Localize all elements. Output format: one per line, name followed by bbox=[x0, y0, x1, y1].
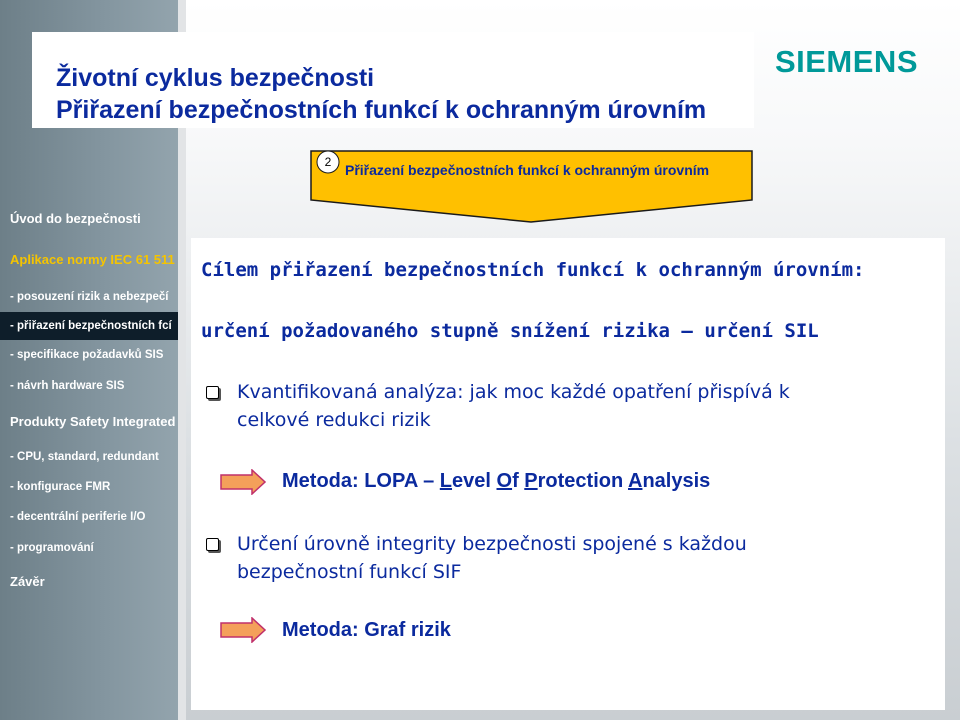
sidebar-item-aplikace-normy[interactable]: Aplikace normy IEC 61 511 bbox=[10, 252, 175, 267]
checkbox-bullet-icon bbox=[206, 386, 219, 399]
step-banner-label: Přiřazení bezpečnostních funkcí k ochranným úrovním bbox=[345, 162, 710, 178]
arrow-right-icon bbox=[220, 617, 266, 643]
step-banner bbox=[310, 148, 753, 224]
method-lopa bbox=[282, 470, 710, 493]
sidebar-item-posouzeni-rizik[interactable]: - posouzení rizik a nebezpečí bbox=[10, 291, 169, 303]
sidebar-item-konfigurace-fmr[interactable]: - konfigurace FMR bbox=[10, 481, 111, 493]
sidebar-item-cpu[interactable]: - CPU, standard, redundant bbox=[10, 451, 159, 463]
method-lopa-o: O bbox=[496, 470, 513, 492]
method-lopa-nalysis: nalysis bbox=[642, 470, 711, 492]
page-title: Životní cyklus bezpečnosti bbox=[56, 64, 375, 92]
goal-statement: určení požadovaného stupně snížení rizika – určení SIL bbox=[201, 320, 819, 342]
goal-heading: Cílem přiřazení bezpečnostních funkcí k ochranným úrovním: bbox=[201, 259, 865, 281]
method-lopa-evel: evel bbox=[452, 470, 497, 492]
sidebar-item-periferie[interactable]: - decentrální periferie I/O bbox=[10, 511, 146, 523]
sidebar-item-uvod[interactable]: Úvod do bezpečnosti bbox=[10, 211, 141, 226]
method-lopa-rotection: rotection bbox=[537, 470, 628, 492]
bullet-quantitative-analysis-line2: celkové redukci rizik bbox=[237, 409, 431, 431]
page-subtitle: Přiřazení bezpečnostních funkcí k ochranným úrovním bbox=[56, 96, 707, 124]
sidebar-item-prirazeni-fci[interactable]: - přiřazení bezpečnostních fcí bbox=[0, 312, 178, 340]
sidebar-item-specifikace-pozadavku[interactable]: - specifikace požadavků SIS bbox=[10, 349, 164, 361]
method-lopa-a: A bbox=[628, 470, 643, 492]
step-number: 2 bbox=[324, 155, 332, 169]
checkbox-bullet-icon bbox=[206, 538, 219, 551]
sidebar-item-programovani[interactable]: - programování bbox=[10, 542, 94, 554]
arrow-right-icon bbox=[220, 469, 266, 495]
sidebar-item-produkty[interactable]: Produkty Safety Integrated bbox=[10, 414, 176, 429]
bullet-sil-line2: bezpečnostní funkcí SIF bbox=[237, 561, 462, 583]
siemens-logo: SIEMENS bbox=[774, 44, 918, 79]
bullet-sil-line1: Určení úrovně integrity bezpečnosti spojené s každou bbox=[237, 533, 747, 555]
method-risk-graph: Metoda: Graf rizik bbox=[282, 619, 451, 641]
method-lopa-prefix: Metoda: LOPA – bbox=[282, 470, 440, 492]
sidebar-item-zaver[interactable]: Závěr bbox=[10, 574, 45, 589]
method-lopa-f: f bbox=[512, 470, 525, 492]
sidebar-item-navrh-hardware[interactable]: - návrh hardware SIS bbox=[10, 380, 125, 392]
method-lopa-l: L bbox=[439, 470, 453, 492]
method-lopa-p: P bbox=[524, 470, 538, 492]
bullet-quantitative-analysis-line1: Kvantifikovaná analýza: jak moc každé opatření přispívá k bbox=[237, 381, 790, 403]
